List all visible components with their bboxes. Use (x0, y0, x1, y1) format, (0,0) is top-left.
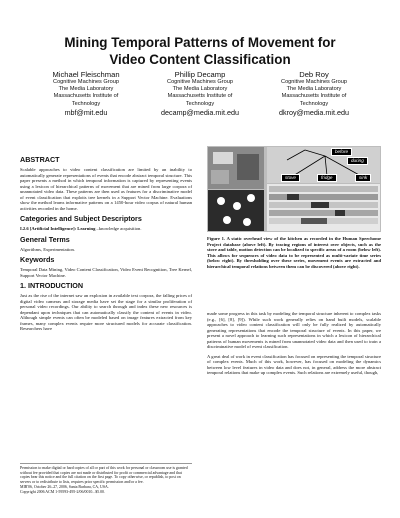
event-block (335, 210, 345, 216)
time-series-row (269, 194, 378, 200)
right-paragraph-1: made some progress in this task by modeling the temporal structure inherent to complex tasks (e.g., [6], [8], [9]). While such work generally relies on hand built models, scalable approaches to video content classification will only be fully realized by automatically generating representations that encode the temporal structure of events. In this paper, we present a novel approach to learning such representations in which a lexicon of hierarchical patterns of human movements is mined from unannotated video data and then used to train a discriminative model of event classification. (207, 311, 381, 349)
author-lab: The Media Laboratory (172, 86, 228, 93)
author-email[interactable]: mbf@mit.edu (64, 107, 108, 117)
kitchen-table (237, 154, 259, 180)
author-org: Cognitive Machines Group (53, 79, 119, 85)
author-lab: The Media Laboratory (58, 86, 114, 93)
author-lab: The Media Laboratory (286, 86, 342, 93)
event-block (287, 194, 299, 200)
title-line-1: Mining Temporal Patterns of Movement for (64, 35, 336, 50)
region-marker (217, 197, 225, 205)
keywords-heading: Keywords (20, 255, 55, 264)
general-terms-text: Algorithms, Experimentation. (20, 246, 75, 252)
region-marker (243, 218, 251, 226)
author-name: Phillip Decamp (174, 70, 226, 79)
author-email[interactable]: decamp@media.mit.edu (160, 107, 239, 117)
author-inst-2: Technology (71, 100, 101, 107)
kitchen-counter (213, 152, 233, 164)
tag-before: before (331, 148, 352, 156)
general-terms-heading: General Terms (20, 234, 70, 244)
categories-text (20, 226, 192, 232)
author-org: Cognitive Machines Group (167, 79, 233, 85)
tag-stove: stove (281, 174, 300, 182)
categories-heading: Categories and Subject Descriptors (20, 214, 142, 223)
title-line-2: Video Content Classification (109, 52, 291, 67)
author-inst: Massachusetts Institute of (167, 93, 233, 100)
right-column (207, 311, 381, 380)
author-inst: Massachusetts Institute of (281, 93, 347, 100)
region-marker (247, 194, 255, 202)
paper-title (0, 34, 400, 68)
copyright-permission: Permission to make digital or hard copies of all or part of this work for personal or classroom use is granted without fee provided that copies are not made or distributed for profit or commercial advantage and that copies bear this notice and the full citation on the first page. To copy otherwise, or republish, to post on servers or to redistribute to lists, requires prior specific permission and/or a fee. (20, 466, 188, 485)
intro-text: Just as the rise of the internet saw an explosion in available text corpora, the falling prices of digital video cameras and storage media have set the stage for a similar proliferation of personal video recordings. Our ability to search through and index these new resources is dependant upon techniques that can automatically classify the content of events in video. Although simple events can often be modeled based on image features extracted from key frames, many complex events require more structured models for accurate classification. Researchers have (20, 293, 192, 331)
categories-code: I.2.6 [Artificial Intelligence]: Learning (20, 226, 96, 231)
kitchen-floor-region (211, 170, 229, 184)
time-series-row (269, 186, 378, 192)
time-series-row (269, 210, 378, 216)
tag-fridge: fridge (317, 174, 337, 182)
figure-caption: Figure 1. A static overhead view of the kitchen as recorded in the Human Speechome Project database (above left). By tracing regions of interest over objects, such as the stove and table, motion detection can be localized to specific areas of a room (below left). This allows for sequences of video data to be represented as multi-variate time series (below right). By thresholding over these series, movement events are extracted and hierarchical temporal relations between them can be discovered (above right). (207, 236, 381, 269)
author-inst-2: Technology (299, 100, 329, 107)
keywords-text: Temporal Data Mining, Video Content Classification, Video Event Recognition, Tree Kernel, Support Vector Machine. (20, 267, 192, 278)
intro-heading: 1. INTRODUCTION (20, 281, 84, 290)
author-1 (30, 70, 142, 117)
region-marker (233, 202, 241, 210)
author-inst-2: Technology (185, 100, 215, 107)
right-paragraph-2: A great deal of work in event classification has focused on representing the temporal structure of complex events. Much of this work, however, has focused on modeling the dynamics between low level features in video data and does not, in general, address the more abstract temporal relations that make up complex events. Such relations are extremely useful, though, (207, 353, 381, 375)
author-name: Michael Fleischman (52, 70, 120, 79)
author-name: Deb Roy (299, 70, 329, 79)
abstract-heading: ABSTRACT (20, 155, 60, 164)
figure-1 (207, 146, 381, 232)
author-3 (258, 70, 370, 117)
copyright-venue: MIR'06, October 26–27, 2006, Santa Barbara, CA, USA. (20, 484, 109, 489)
left-column (20, 156, 192, 336)
event-block (311, 202, 329, 208)
event-block (301, 218, 327, 224)
region-marker (223, 216, 231, 224)
author-email[interactable]: dkroy@media.mit.edu (278, 107, 349, 117)
author-inst: Massachusetts Institute of (53, 93, 119, 100)
author-org: Cognitive Machines Group (281, 79, 347, 85)
abstract-text: Scalable approaches to video content classification are limited by an inability to automatically generate representations of events that encode abstract temporal structure. This paper presents a method in which temporal information is captured by representing events using a lexicon of hierarchical patterns of movement that are mined from large corpora of unannotated video data. These patterns are then used as features for a discriminative model of event classification that exploits tree kernels in a Support Vector Machine. Evaluations show the method learns informative patterns on a 1450-hour video corpus of natural human activities recorded in the home. (20, 167, 192, 211)
copyright-notice (20, 463, 192, 494)
tag-sink: sink (355, 174, 371, 182)
tag-during: during (347, 157, 368, 165)
author-block (30, 70, 370, 117)
categories-rest: –knowledge acquisition. (95, 226, 142, 231)
copyright-line: Copyright 2006 ACM 1-59593-495-2/06/0010...$5.00. (20, 489, 105, 494)
author-2 (144, 70, 256, 117)
kitchen-regions-photo (208, 190, 264, 231)
